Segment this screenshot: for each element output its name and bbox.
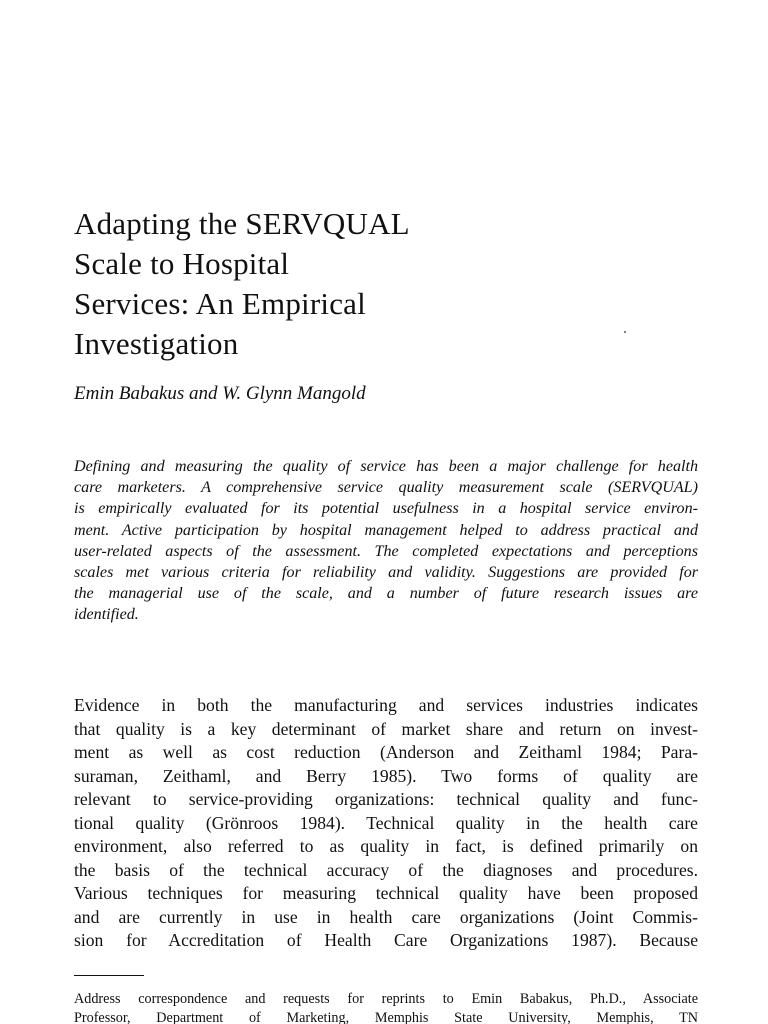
body-line: ment as well as cost reduction (Anderson and Zeithaml 1984; Para- (74, 742, 698, 762)
abstract-line: user-related aspects of the assessment. The completed expectations and perceptions (74, 542, 698, 560)
body-line: Various techniques for measuring technical quality have been proposed (74, 883, 698, 903)
print-speck (624, 331, 626, 333)
footnote (74, 990, 698, 1024)
footnote-rule (74, 975, 144, 976)
abstract-line: scales met various criteria for reliability and validity. Suggestions are provided for (74, 564, 698, 582)
abstract-line: Defining and measuring the quality of service has been a major challenge for health (74, 458, 698, 475)
abstract-line: is empirically evaluated for its potential usefulness in a hospital service environ- (74, 500, 698, 518)
body-line: that quality is a key determinant of market share and return on invest- (74, 718, 698, 739)
body-line: suraman, Zeithaml, and Berry 1985). Two forms of quality are (74, 765, 698, 786)
body-line: tional quality (Grönroos 1984). Technical quality in the health care (74, 812, 698, 833)
footnote-line: Address correspondence and requests for reprints to Emin Babakus, Ph.D., Associate (74, 991, 698, 1007)
body-line: Evidence in both the manufacturing and services industries indicates (74, 695, 698, 715)
body-line: and are currently in use in health care organizations (Joint Commis- (74, 906, 698, 927)
author-line: Emin Babakus and W. Glynn Mangold (74, 383, 366, 404)
body-line: relevant to service-providing organizations: technical quality and func- (74, 789, 698, 809)
abstract-line: the managerial use of the scale, and a number of future research issues are (74, 585, 698, 603)
title-line: Services: An Empirical (74, 286, 366, 321)
body-paragraph (74, 694, 698, 953)
title-line: Investigation (74, 326, 239, 361)
body-line: sion for Accreditation of Health Care Organizations 1987). Because (74, 930, 698, 950)
article-title (74, 204, 594, 364)
body-line: environment, also referred to as quality in fact, is defined primarily on (74, 836, 698, 856)
abstract-line: care marketers. A comprehensive service quality measurement scale (SERVQUAL) (74, 479, 698, 497)
footnote-line: Professor, Department of Marketing, Memphis State University, Memphis, TN (74, 1010, 698, 1024)
abstract-line: identified. (74, 606, 139, 624)
title-line: Adapting the SERVQUAL (74, 206, 410, 241)
body-line: the basis of the technical accuracy of the diagnoses and procedures. (74, 859, 698, 880)
title-line: Scale to Hospital (74, 246, 290, 281)
abstract (74, 456, 698, 626)
abstract-line: ment. Active participation by hospital management helped to address practical and (74, 521, 698, 539)
